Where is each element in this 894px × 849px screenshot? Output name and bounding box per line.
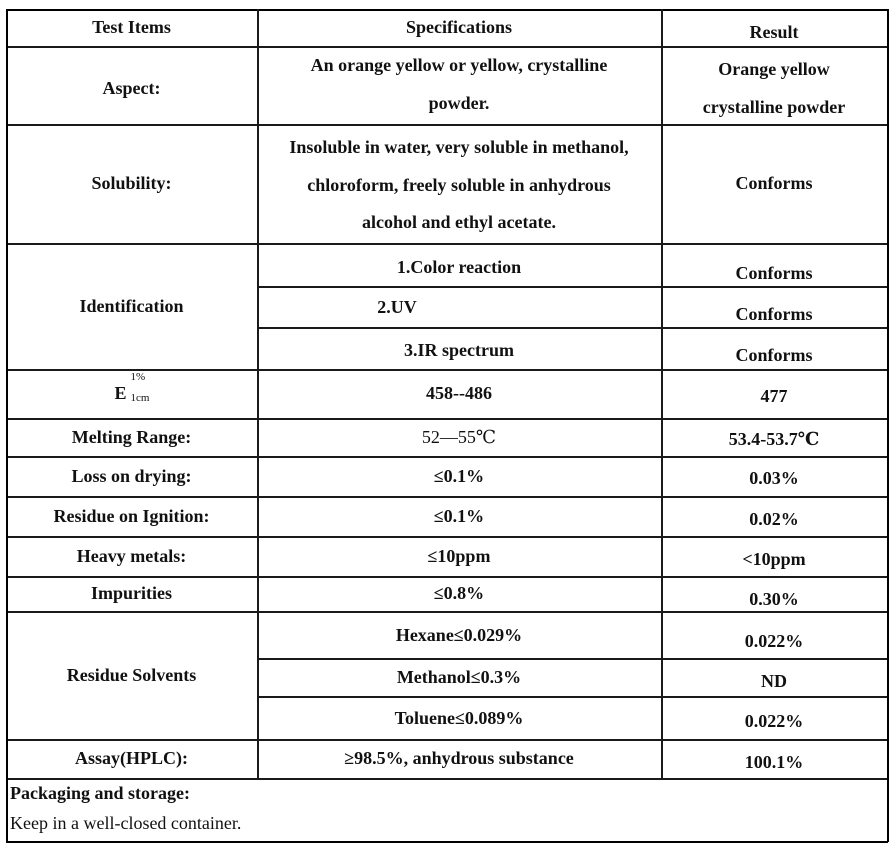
spec-residue-ignition: ≤0.1%: [433, 505, 485, 526]
item-loss: Loss on drying:: [71, 465, 192, 486]
item-identification: Identification: [79, 295, 184, 316]
result-identification-3: Conforms: [735, 345, 813, 366]
item-residue-solvents: Residue Solvents: [66, 664, 197, 685]
result-loss: 0.03%: [749, 467, 799, 488]
extinction-sub: 1cm: [130, 392, 150, 405]
spec-solubility-line1: Insoluble in water, very soluble in methanol,: [289, 136, 629, 157]
spec-identification-3: 3.IR spectrum: [404, 340, 514, 361]
item-residue-ignition: Residue on Ignition:: [53, 505, 210, 526]
result-identification-1: Conforms: [735, 263, 813, 284]
border-right: [887, 9, 889, 842]
result-identification-2: Conforms: [735, 304, 813, 325]
item-heavy-metals: Heavy metals:: [76, 545, 187, 566]
spec-assay: ≥98.5%, anhydrous substance: [344, 748, 574, 769]
result-aspect-line2: crystalline powder: [702, 97, 846, 117]
border-bottom: [6, 841, 888, 843]
spec-solubility: [257, 126, 661, 245]
spec-extinction: 458--486: [426, 383, 492, 404]
result-residue-methanol: ND: [761, 670, 787, 691]
packaging-title: Packaging and storage:: [10, 783, 190, 803]
spec-solubility-line3: alcohol and ethyl acetate.: [362, 212, 556, 233]
result-aspect: [661, 50, 887, 128]
result-residue-hexane: 0.022%: [744, 631, 804, 652]
spec-identification-2: 2.UV: [377, 297, 417, 318]
item-melting: Melting Range:: [71, 426, 192, 447]
item-extinction: [6, 369, 257, 418]
result-extinction: 477: [760, 386, 788, 407]
spec-aspect-line1: An orange yellow or yellow, crystalline: [310, 55, 608, 76]
spec-impurities: ≤0.8%: [433, 583, 485, 604]
spec-residue-toluene: Toluene≤0.089%: [394, 708, 524, 729]
header-specifications: Specifications: [406, 17, 512, 38]
spec-solubility-line2: chloroform, freely soluble in anhydrous: [307, 174, 611, 195]
header-test-items: Test Items: [92, 17, 171, 38]
result-assay: 100.1%: [744, 752, 804, 773]
spec-loss: ≤0.1%: [433, 465, 485, 486]
spec-aspect: [257, 46, 661, 124]
item-impurities: Impurities: [91, 583, 172, 604]
spec-heavy-metals: ≤10ppm: [427, 545, 491, 566]
item-solubility: Solubility:: [91, 173, 172, 194]
result-impurities: 0.30%: [749, 589, 799, 610]
result-aspect-line1: Orange yellow: [718, 59, 830, 80]
extinction-sup: 1%: [130, 371, 146, 384]
spec-identification-1: 1.Color reaction: [396, 257, 522, 278]
spec-residue-hexane: Hexane≤0.029%: [395, 625, 523, 646]
item-aspect: Aspect:: [102, 77, 161, 98]
extinction-letter: E: [114, 383, 127, 404]
spec-melting: 52—55℃: [421, 426, 497, 447]
spec-residue-methanol: Methanol≤0.3%: [396, 666, 522, 687]
result-heavy-metals: <10ppm: [742, 548, 806, 569]
result-melting: 53.4-53.7℃: [728, 428, 820, 449]
spec-aspect-line2: powder.: [428, 93, 490, 113]
item-assay: Assay(HPLC):: [75, 748, 188, 769]
header-result: Result: [749, 21, 799, 42]
result-solubility: Conforms: [735, 173, 813, 194]
result-residue-toluene: 0.022%: [744, 711, 804, 732]
extinction-symbol: [114, 371, 150, 410]
packaging-text: Keep in a well-closed container.: [10, 813, 242, 833]
result-residue-ignition: 0.02%: [749, 508, 799, 529]
